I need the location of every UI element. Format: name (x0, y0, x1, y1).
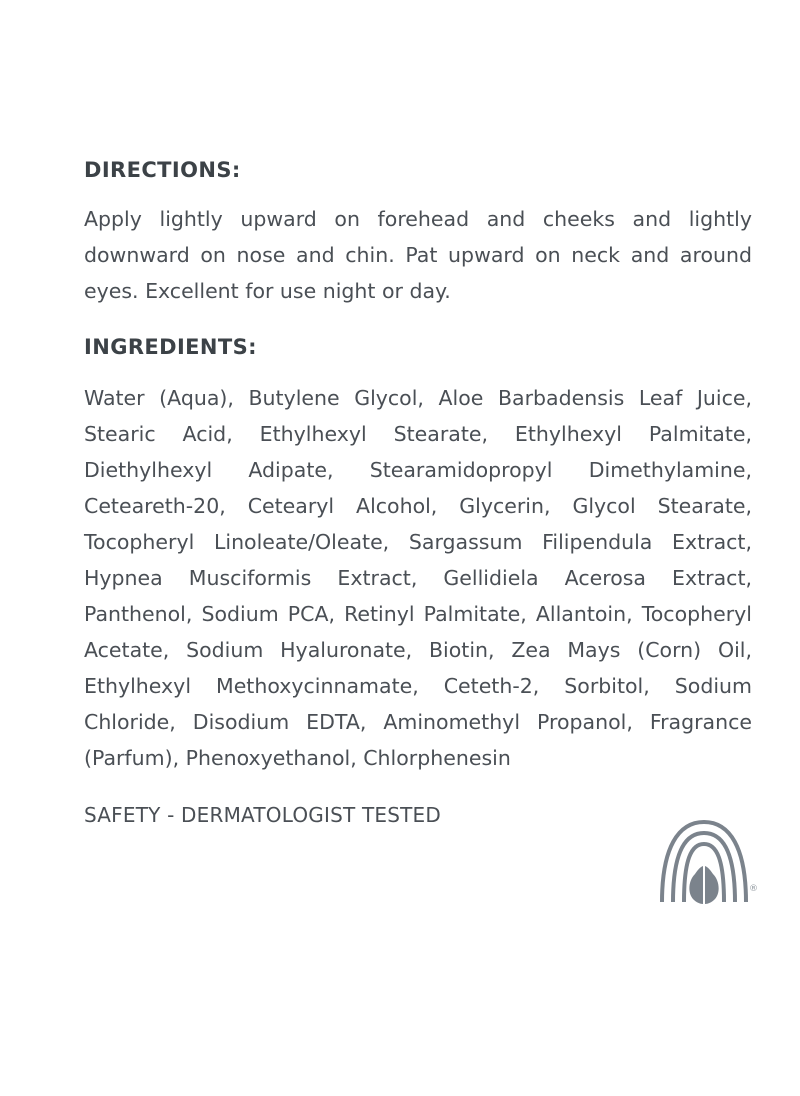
document-content (84, 158, 752, 830)
ingredients-text: Water (Aqua), Butylene Glycol, Aloe Barbadensis Leaf Juice, Stearic Acid, Ethylhexyl Stearate, Ethylhexyl Palmitate, Diethylhexyl Adipate, Stearamidopropyl Dimethylamine, Ceteareth-20, Cetearyl Alcohol, Glycerin, Glycol Stearate, Tocopheryl Linoleate/Oleate, Sargassum Filipendula Extract, Hypnea Musciformis Extract, Gellidiela Acerosa Extract, Panthenol, Sodium PCA, Retinyl Palmitate, Allantoin, Tocopheryl Acetate, Sodium Hyaluronate, Biotin, Zea Mays (Corn) Oil, Ethylhexyl Methoxycinnamate, Ceteth-2, Sorbitol, Sodium Chloride, Disodium EDTA, Aminomethyl Propanol, Fragrance (Parfum), Phenoxyethanol, Chlorphenesin (84, 386, 752, 771)
directions-section (84, 158, 752, 309)
ingredients-section (84, 335, 752, 776)
brand-arch-icon (656, 814, 752, 906)
directions-heading: DIRECTIONS: (84, 158, 241, 182)
safety-statement: SAFETY - DERMATOLOGIST TESTED (84, 803, 441, 828)
ingredients-heading: INGREDIENTS: (84, 335, 257, 360)
registered-trademark-symbol: ® (749, 884, 758, 894)
directions-text: Apply lightly upward on forehead and cheeks and lightly downward on nose and chin. Pat upward on neck and around eyes. Excellent for use night or day. (84, 207, 752, 304)
